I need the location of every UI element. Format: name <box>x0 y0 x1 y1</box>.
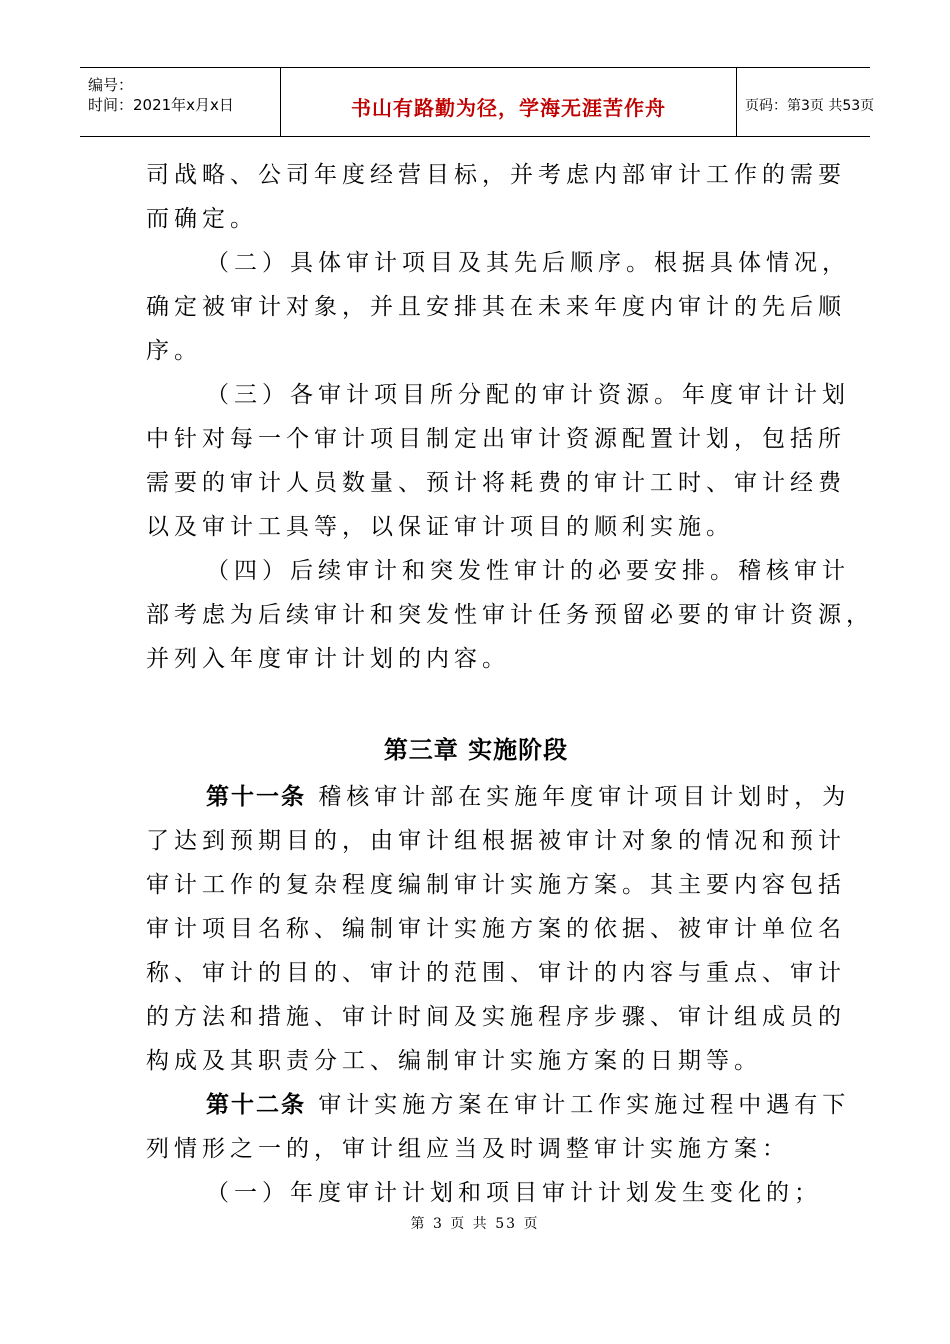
article-12-line <box>146 1083 851 1127</box>
paragraph-line: 的方法和措施、审计时间及实施程序步骤、审计组成员的 <box>146 1004 846 1030</box>
paragraph-line: 构成及其职责分工、编制审计实施方案的日期等。 <box>146 1048 762 1074</box>
header-table <box>80 67 875 137</box>
header-page-cell <box>737 68 875 136</box>
paragraph-line: 并列入年度审计计划的内容。 <box>146 646 510 672</box>
header-motto: 书山有路勤为径，学海无涯苦作舟 <box>351 96 666 120</box>
document-date: 时间：2021年x月x日 <box>88 96 234 114</box>
paragraph-line: 审计项目名称、编制审计实施方案的依据、被审计单位名 <box>146 916 846 942</box>
document-number: 编号： <box>88 76 134 94</box>
header-info-cell <box>80 68 280 136</box>
article-11-text: 稽核审计部在实施年度审计项目计划时，为 <box>306 784 851 810</box>
paragraph-line: 中针对每一个审计项目制定出审计资源配置计划，包括所 <box>146 426 846 452</box>
header-page-number: 页码：第3页 共53页 <box>745 98 875 114</box>
page-footer: 第 3 页 共 53 页 <box>410 1216 540 1232</box>
paragraph-line: 而确定。 <box>146 206 258 232</box>
paragraph-line: （三）各审计项目所分配的审计资源。年度审计计划 <box>206 382 850 408</box>
paragraph-line: 列情形之一的，审计组应当及时调整审计实施方案： <box>146 1136 790 1162</box>
header-motto-cell <box>280 68 737 136</box>
article-11-line <box>146 775 851 819</box>
paragraph-line: 审计工作的复杂程度编制审计实施方案。其主要内容包括 <box>146 872 846 898</box>
article-12-title: 第十二条 <box>206 1092 306 1118</box>
article-12-text: 审计实施方案在审计工作实施过程中遇有下 <box>306 1092 851 1118</box>
paragraph-line: 序。 <box>146 338 202 364</box>
paragraph-line: 确定被审计对象，并且安排其在未来年度内审计的先后顺 <box>146 294 846 320</box>
paragraph-line: 司战略、公司年度经营目标，并考虑内部审计工作的需要 <box>146 162 846 188</box>
document-body <box>146 153 874 1215</box>
paragraph-line: （四）后续审计和突发性审计的必要安排。稽核审计 <box>206 558 850 584</box>
article-11-title: 第十一条 <box>206 784 306 810</box>
paragraph-line: （一）年度审计计划和项目审计计划发生变化的； <box>206 1180 822 1206</box>
paragraph-line: 部考虑为后续审计和突发性审计任务预留必要的审计资源， <box>146 602 874 628</box>
paragraph-line: 了达到预期目的，由审计组根据被审计对象的情况和预计 <box>146 828 846 854</box>
paragraph-line: 以及审计工具等，以保证审计项目的顺利实施。 <box>146 514 734 540</box>
paragraph-line: 称、审计的目的、审计的范围、审计的内容与重点、审计 <box>146 960 846 986</box>
paragraph-line: 需要的审计人员数量、预计将耗费的审计工时、审计经费 <box>146 470 846 496</box>
paragraph-line: （二）具体审计项目及其先后顺序。根据具体情况， <box>206 250 850 276</box>
chapter-heading: 第三章 实施阶段 <box>383 736 569 764</box>
